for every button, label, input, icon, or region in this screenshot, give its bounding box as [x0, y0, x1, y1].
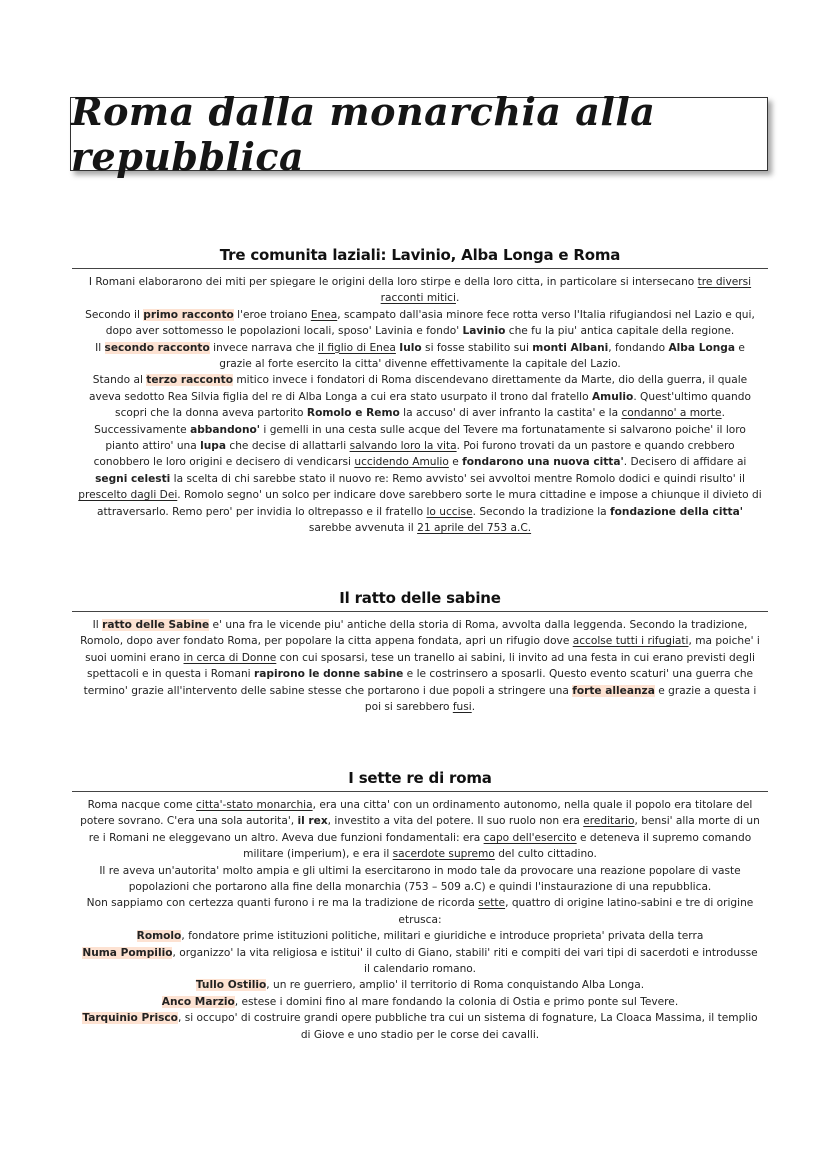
highlighted-term: forte alleanza — [572, 684, 655, 697]
bold-term: rapirono le donne sabine — [253, 668, 404, 681]
text-run: . Decisero di affidare ai — [623, 456, 747, 469]
bold-term: Romolo e Remo — [306, 407, 400, 420]
paragraph — [78, 863, 762, 896]
underlined-phrase: uccidendo Amulio — [354, 456, 449, 469]
text-run: . Quest'ultimo quando scopri che la donna aveva partorito — [115, 390, 751, 420]
bold-term: Amulio — [591, 390, 634, 403]
bold-term: segni celesti — [95, 472, 171, 485]
highlighted-term: Anco Marzio — [161, 995, 235, 1008]
text-run: Secondo il — [85, 308, 144, 321]
text-run: . — [471, 701, 476, 714]
text-run: del culto cittadino. — [494, 848, 597, 861]
text-run: Il — [92, 619, 103, 631]
text-run: e deteneva il supremo comando militare (imperium), e era il — [243, 831, 752, 861]
bold-term: Lavinio — [462, 325, 506, 338]
paragraph — [78, 945, 762, 978]
text-run: l'eroe troiano — [233, 308, 311, 321]
bold-term: fondazione della citta' — [610, 505, 743, 518]
text-run: e' una fra le vicende piu' antiche della storia di Roma, avvolta dalla leggenda. Secondo la tradizione, Romolo, dopo aver fondato Roma, per popolare la citta appena fondata, apri un rifugio dove — [80, 619, 748, 648]
text-run: . Romolo segno' un solco per indicare dove sarebbero sorte le mura cittadine e impose a chiunque il divieto di attraversarlo. Remo pero' per invidia lo oltrepasso e il fratello — [97, 489, 762, 518]
section-sette-re — [72, 769, 768, 1043]
text-run: , ma poiche' i suoi uomini erano — [85, 635, 760, 664]
paragraph — [78, 1010, 762, 1043]
text-run: che decise di allattarli — [226, 440, 350, 453]
text-run: sarebbe avvenuta il — [308, 522, 418, 535]
paragraph — [78, 797, 762, 863]
highlighted-term: Tullo Ostilio — [195, 979, 267, 992]
text-run: I Romani elaborarono dei miti per spiegare le origini della loro stirpe e della loro citta, in particolare si intersecano — [88, 276, 698, 288]
underlined-phrase: accolse tutti i rifugiati — [572, 635, 689, 648]
underlined-phrase: 21 aprile del 753 a.C. — [417, 522, 532, 535]
paragraph — [78, 977, 762, 993]
section-body — [72, 797, 768, 1043]
text-run: Stando al — [92, 374, 147, 387]
section-ratto-sabine — [72, 589, 768, 715]
section-body — [72, 617, 768, 715]
text-run: , fondatore prime istituzioni politiche, militari e giuridiche e introduce proprieta' privata della terra — [181, 930, 704, 943]
highlighted-term: Numa Pompilio — [82, 946, 173, 959]
underlined-phrase: prescelto dagli Dei — [78, 489, 178, 502]
highlighted-term: ratto delle Sabine — [102, 619, 210, 631]
text-run: . Successivamente — [94, 407, 725, 436]
paragraph — [78, 928, 762, 944]
highlighted-term: secondo racconto — [104, 341, 210, 354]
underlined-phrase: in cerca di Donne — [183, 651, 277, 664]
text-run: Roma nacque come — [87, 799, 197, 811]
section-heading: Il ratto delle sabine — [72, 589, 768, 612]
text-run: i gemelli in una cesta sulle acque del Tevere ma fortunatamente si salvarono poiche' il loro pianto attiro' una — [105, 423, 746, 453]
text-run: mitico invece i fondatori di Roma discendevano direttamente da Marte, dio della guerra, il quale aveva sedotto Rea Silvia figlia del re di Alba Longa a cui era stato usurpato il trono dal fratello — [89, 374, 748, 403]
highlighted-term: primo racconto — [143, 308, 234, 321]
text-run: , bensi' alla morte di un re i Romani ne eleggevano un altro. Aveva due funzioni fondamentali: era — [88, 815, 760, 844]
bold-term: abbandono' — [190, 423, 261, 436]
text-run: , scampato dall'asia minore fece rotta verso l'Italia rifugiandosi nel Lazio e qui, dopo aver sottomesso le popolazioni locali, sposo' Lavinia e fondo' — [105, 308, 755, 338]
underlined-phrase: tre diversi racconti mitici — [380, 276, 752, 305]
underlined-phrase: ereditario — [583, 815, 635, 828]
text-run: e le costrinsero a sposarli. Questo evento scaturi' una guerra che termino' grazie all'intervento delle sabine stesse che portarono i due popoli a stringere una — [83, 668, 754, 697]
text-run: , organizzo' la vita religiosa e istitui' il culto di Giano, stabili' riti e compiti dei vari tipi di sacerdoti e introdusse il calendario romano. — [172, 946, 758, 976]
bold-term: monti Albani — [532, 341, 609, 354]
text-run: la scelta di chi sarebbe stato il nuovo re: Remo avvisto' sei avvoltoi mentre Romolo dodici e quindi risulto' il — [170, 472, 745, 485]
section-heading: I sette re di roma — [72, 769, 768, 792]
text-run: invece narrava che — [209, 341, 319, 354]
paragraph — [78, 307, 762, 340]
bold-term: Alba Longa — [668, 341, 736, 354]
text-run: Il — [95, 341, 105, 354]
highlighted-term: terzo racconto — [146, 374, 233, 387]
underlined-phrase: citta'-stato monarchia — [196, 799, 313, 811]
bold-term: il rex — [297, 815, 328, 828]
paragraph — [78, 274, 762, 307]
text-run: e grazie a questa i poi si sarebbero — [364, 684, 757, 714]
bold-term: lupa — [200, 440, 227, 453]
underlined-phrase: fusi — [452, 701, 472, 714]
underlined-phrase: condanno' a morte — [621, 407, 722, 420]
text-run: , era una citta' con un ordinamento autonomo, nella quale il popolo era titolare del potere sovrano. C'era una sola autorita', — [80, 799, 753, 828]
underlined-phrase: salvando loro la vita — [349, 440, 457, 453]
underlined-phrase: capo dell'esercito — [483, 831, 577, 844]
text-run: , quattro di origine latino-sabini e tre di origine etrusca: — [398, 897, 754, 926]
text-run: . Secondo la tradizione la — [472, 505, 611, 518]
page-title: Roma dalla monarchia alla repubblica — [71, 89, 656, 179]
text-run: , investito a vita del potere. Il suo ruolo non era — [327, 815, 584, 828]
bold-term: Iulo — [399, 341, 422, 354]
highlighted-term: Tarquinio Prisco — [82, 1012, 178, 1025]
title-box — [70, 89, 768, 179]
text-run: con cui sposarsi, tese un tranello ai sabini, li invito ad una festa in cui erano previsti degli spettacoli e in questa i Romani — [86, 651, 755, 681]
section-body — [72, 274, 768, 537]
underlined-phrase: sacerdote supremo — [392, 848, 495, 861]
text-run: e — [448, 456, 463, 469]
text-run: . Poi furono trovati da un pastore e quando crebbero conobbero le loro origini e decisero di vendicarsi — [93, 440, 735, 469]
section-tre-comunita — [72, 246, 768, 537]
paragraph — [78, 617, 762, 715]
paragraph — [78, 340, 762, 373]
text-run: si fosse stabilito sui — [421, 341, 533, 354]
section-heading: Tre comunita laziali: Lavinio, Alba Longa e Roma — [72, 246, 768, 269]
underlined-phrase: il figlio di Enea — [318, 341, 396, 354]
text-run: , si occupo' di costruire grandi opere pubbliche tra cui un sistema di fognature, La Cloaca Massima, il templio di Giove e uno stadio per le corse dei cavalli. — [177, 1012, 758, 1041]
underlined-phrase: lo uccise — [426, 505, 473, 518]
paragraph — [78, 994, 762, 1010]
text-run: che fu la piu' antica capitale della regione. — [505, 325, 735, 338]
text-run: , fondando — [608, 341, 669, 354]
text-run: , un re guerriero, amplio' il territorio di Roma conquistando Alba Longa. — [266, 979, 645, 992]
paragraph — [78, 895, 762, 928]
text-run: , estese i domini fino al mare fondando la colonia di Ostia e primo ponte sul Tevere. — [234, 995, 679, 1008]
bold-term: fondarono una nuova citta' — [462, 456, 624, 469]
text-run: la accuso' di aver infranto la castita' e la — [399, 407, 622, 420]
paragraph — [78, 372, 762, 536]
underlined-phrase: sette — [478, 897, 506, 910]
highlighted-term: Romolo — [136, 930, 182, 943]
underlined-phrase: Enea — [310, 308, 338, 321]
text-run: Non sappiamo con certezza quanti furono i re ma la tradizione de ricorda — [86, 897, 479, 910]
text-run: e grazie al forte esercito la citta' divenne effettivamente la capitale del Lazio. — [219, 341, 745, 371]
text-run: . — [455, 292, 460, 305]
text-run: Il re aveva un'autorita' molto ampia e gli ultimi la esercitarono in modo tale da provocare una reazione popolare di vaste popolazioni che portarono alla fine della monarchia (753 – 509 a.C) e quindi l'instaurazione di una repubblica. — [99, 864, 741, 894]
